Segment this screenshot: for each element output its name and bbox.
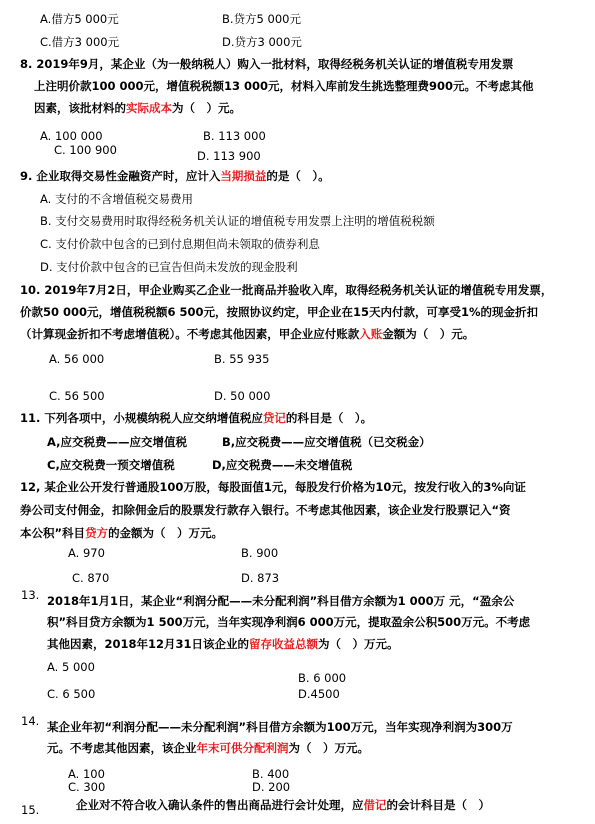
q9-option-a: A. 支付的不含增值税交易费用 xyxy=(40,192,193,206)
q8-option-d: D. 113 900 xyxy=(197,149,261,163)
q12-option-c: C. 870 xyxy=(72,571,110,585)
q12-line-1: 12, 某企业公开发行普通股100万股，每股面值1元，每股发行价格为10元，按发行收入的3%向证 xyxy=(20,480,526,494)
q10-line-2: 价款50 000元，增值税税额6 500元，按照协议约定，甲企业在15天内付款，可享受1%的现金折扣 xyxy=(20,305,539,319)
q13-option-c: C. 6 500 xyxy=(47,687,96,701)
q8-line-1: 8. 2019年9月，某企业（为一般纳税人）购入一批材料，取得经税务机关认证的增值税专用发票 xyxy=(20,57,514,71)
q7-option-b: B.贷方5 000元 xyxy=(222,12,301,26)
q8-option-b: B. 113 000 xyxy=(203,129,266,143)
q13-line-1: 2018年1月1日，某企业“利润分配——未分配利润”科目借方余额为1 000万 元，“盈余公 xyxy=(47,594,515,608)
q8-option-a: A. 100 000 xyxy=(40,129,103,143)
q14-option-b: B. 400 xyxy=(252,767,290,781)
q13-option-b: B. 6 000 xyxy=(298,671,347,685)
q8-line-3: 因素，该批材料的实际成本为（ ）元。 xyxy=(34,101,241,115)
q7-option-d: D.贷方3 000元 xyxy=(222,35,302,49)
q13-line-3: 其他因素，2018年12月31日该企业的留存收益总额为（ ）万元。 xyxy=(47,637,399,651)
q11-highlight: 贷记 xyxy=(262,411,286,425)
q15-line-1: 企业对不符合收入确认条件的售出商品进行会计处理，应借记的会计科目是（ ） xyxy=(76,798,490,812)
q12-line-2: 券公司支付佣金，扣除佣金后的股票发行款存入银行。不考虑其他因素，该企业发行股票记入“资 xyxy=(20,503,511,517)
q10-line-1: 10. 2019年7月2日，甲企业购买乙企业一批商品并验收入库，取得经税务机关认证的增值税专用发票， xyxy=(20,283,553,297)
q7-option-a: A.借方5 000元 xyxy=(40,12,119,26)
q8-option-c: C. 100 900 xyxy=(54,143,117,157)
q12-option-d: D. 873 xyxy=(241,571,280,585)
q9-highlight: 当期损益 xyxy=(220,169,267,183)
q8-highlight: 实际成本 xyxy=(126,101,172,115)
q15-highlight: 借记 xyxy=(363,798,387,812)
q11-line-1: 11. 下列各项中，小规模纳税人应交纳增值税应贷记的科目是（ ）。 xyxy=(20,411,373,425)
q14-option-c: C. 300 xyxy=(68,780,106,794)
q13-line-2: 积”科目贷方余额为1 500万元，当年实现净利润6 000万元，提取盈余公积500万元。不考虑 xyxy=(47,615,531,629)
q13-option-a: A. 5 000 xyxy=(47,660,95,674)
q14-option-d: D. 200 xyxy=(252,780,291,794)
q14-number: 14. xyxy=(21,714,40,728)
q14-line-2: 元。不考虑其他因素，该企业年末可供分配利润为（ ）万元。 xyxy=(47,741,369,755)
q7-option-c: C.借方3 000元 xyxy=(40,35,120,49)
q12-option-b: B. 900 xyxy=(241,546,279,560)
q9-option-d: D. 支付价款中包含的已宣告但尚未发放的现金股利 xyxy=(40,260,298,274)
q11-option-b: B,应交税费——应交增值税（已交税金） xyxy=(222,435,431,449)
q11-option-a: A,应交税费——应交增值税 xyxy=(47,435,187,449)
q14-option-a: A. 100 xyxy=(68,767,105,781)
q9-option-b: B. 支付交易费用时取得经税务机关认证的增值税专用发票上注明的增值税税额 xyxy=(40,214,435,228)
q12-line-3: 本公积”科目贷方的金额为（ ）万元。 xyxy=(20,526,224,540)
q12-highlight: 贷方 xyxy=(85,526,109,540)
q15-number: 15. xyxy=(21,803,40,817)
q13-highlight: 留存收益总额 xyxy=(249,637,319,651)
q10-option-b: B. 55 935 xyxy=(214,352,270,366)
q10-highlight: 入账 xyxy=(359,327,383,341)
q10-option-a: A. 56 000 xyxy=(49,352,105,366)
q9-line-1: 9. 企业取得交易性金融资产时，应计入当期损益的是（ ）。 xyxy=(20,169,330,183)
q9-option-c: C. 支付价款中包含的已到付息期但尚未领取的债券利息 xyxy=(40,237,320,251)
q10-option-d: D. 50 000 xyxy=(214,389,271,403)
q14-highlight: 年末可供分配利润 xyxy=(196,741,289,755)
q11-option-d: D,应交税费——未交增值税 xyxy=(212,458,353,472)
q12-option-a: A. 970 xyxy=(68,546,105,560)
q13-option-d: D.4500 xyxy=(298,687,340,701)
q8-line-2: 上注明价款100 000元，增值税税额13 000元，材料入库前发生挑选整理费900元。不考虑其他 xyxy=(34,79,534,93)
q10-line-3: （计算现金折扣不考虑增值税）。不考虑其他因素，甲企业应付账款入账金额为（ ）元。 xyxy=(20,327,475,341)
q14-line-1: 某企业年初“利润分配——未分配利润”科目借方余额为100万元，当年实现净利润为300万 xyxy=(47,720,513,734)
q10-option-c: C. 56 500 xyxy=(49,389,105,403)
q11-option-c: C,应交税费一预交增值税 xyxy=(47,458,175,472)
q13-number: 13. xyxy=(21,588,40,602)
